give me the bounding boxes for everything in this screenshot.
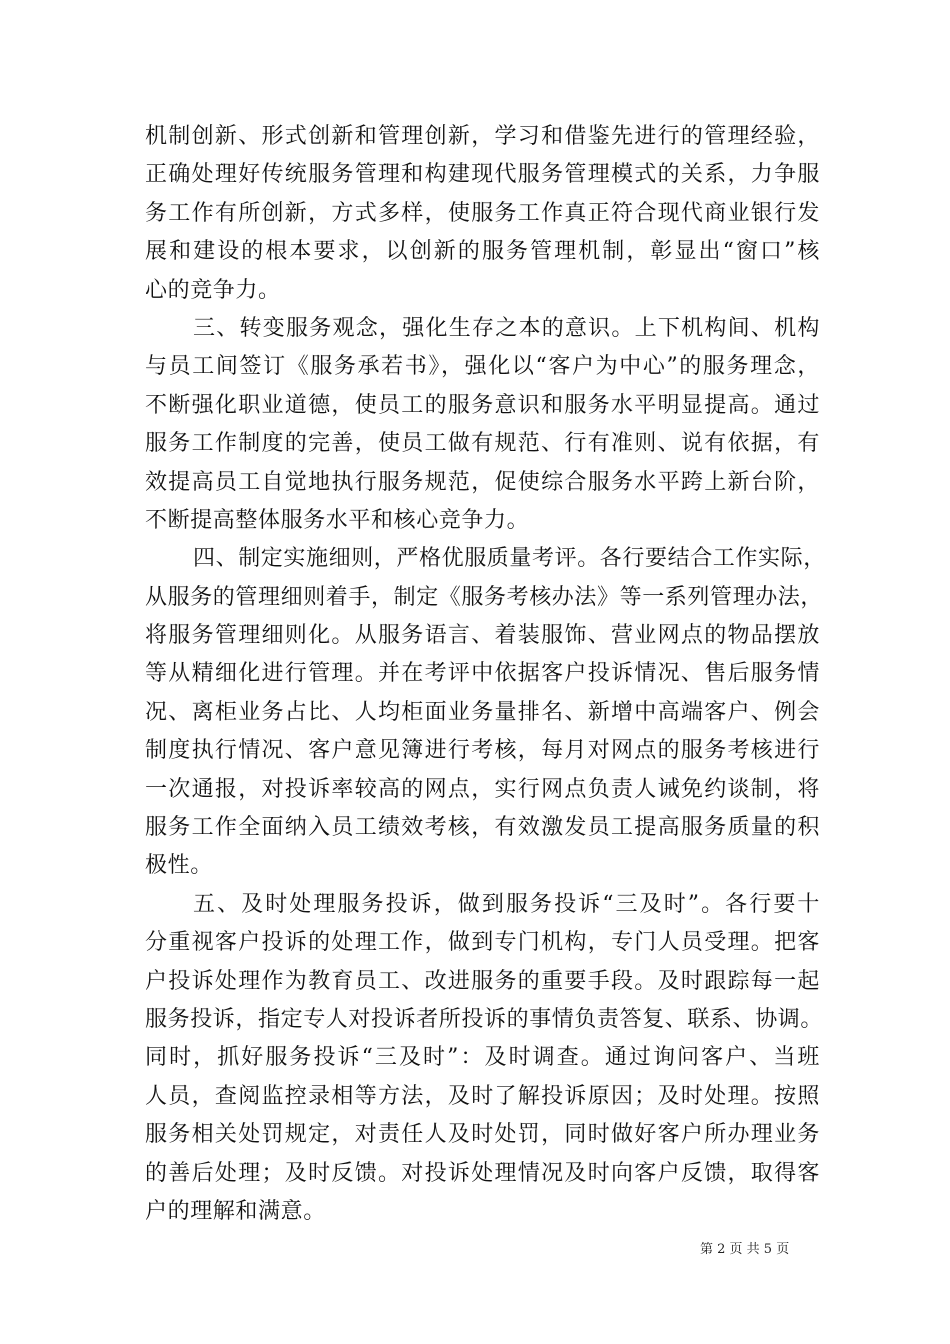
text-line: 将服务管理细则化。从服务语言、着装服饰、营业网点的物品摆放 bbox=[145, 623, 820, 649]
text-line: 一次通报，对投诉率较高的网点，实行网点负责人诫免约谈制，将 bbox=[145, 776, 820, 802]
text-line: 从服务的管理细则着手，制定《服务考核办法》等一系列管理办法， bbox=[145, 584, 824, 610]
text-line: 不断强化职业道德，使员工的服务意识和服务水平明显提高。通过 bbox=[145, 392, 820, 418]
text-line: 户的理解和满意。 bbox=[145, 1198, 326, 1224]
text-line: 等从精细化进行管理。并在考评中依据客户投诉情况、售后服务情 bbox=[145, 661, 820, 687]
text-line: 不断提高整体服务水平和核心竞争力。 bbox=[145, 507, 530, 533]
text-line: 与员工间签订《服务承若书》，强化以“客户为中心”的服务理念， bbox=[145, 354, 820, 380]
text-line: 同时，抓好服务投诉“三及时”：及时调查。通过询问客户、当班 bbox=[145, 1045, 820, 1071]
text-line: 服务工作制度的完善，使员工做有规范、行有准则、说有依据，有 bbox=[145, 431, 820, 457]
text-line: 人员，查阅监控录相等方法，及时了解投诉原因；及时处理。按照 bbox=[145, 1083, 820, 1109]
paragraph-start-line: 四、制定实施细则，严格优服质量考评。各行要结合工作实际， bbox=[193, 546, 826, 572]
text-line: 效提高员工自觉地执行服务规范，促使综合服务水平跨上新台阶， bbox=[145, 469, 820, 495]
text-line: 制度执行情况、客户意见簿进行考核，每月对网点的服务考核进行 bbox=[145, 738, 820, 764]
text-line: 服务工作全面纳入员工绩效考核，有效激发员工提高服务质量的积 bbox=[145, 815, 820, 841]
paragraph-start-line: 五、及时处理服务投诉，做到服务投诉“三及时”。各行要十 bbox=[193, 891, 820, 917]
text-line: 服务相关处罚规定，对责任人及时处罚，同时做好客户所办理业务 bbox=[145, 1122, 820, 1148]
text-line: 机制创新、形式创新和管理创新，学习和借鉴先进行的管理经验， bbox=[145, 124, 820, 149]
text-line: 正确处理好传统服务管理和构建现代服务管理模式的关系，力争服 bbox=[145, 162, 820, 188]
text-line: 极性。 bbox=[145, 853, 213, 879]
text-line: 分重视客户投诉的处理工作，做到专门机构，专门人员受理。把客 bbox=[145, 930, 820, 956]
text-line: 户投诉处理作为教育员工、改进服务的重要手段。及时跟踪每一起 bbox=[145, 968, 820, 994]
text-line: 展和建设的根本要求，以创新的服务管理机制，彰显出“窗口”核 bbox=[145, 239, 820, 265]
text-line: 务工作有所创新，方式多样，使服务工作真正符合现代商业银行发 bbox=[145, 200, 820, 226]
text-line: 的善后处理；及时反馈。对投诉处理情况及时向客户反馈，取得客 bbox=[145, 1160, 820, 1186]
text-line: 服务投诉，指定专人对投诉者所投诉的事情负责答复、联系、协调。 bbox=[145, 1006, 824, 1032]
text-line: 心的竞争力。 bbox=[145, 277, 281, 303]
body-text bbox=[145, 118, 826, 1231]
paragraph-start-line: 三、转变服务观念，强化生存之本的意识。上下机构间、机构 bbox=[193, 315, 820, 341]
text-line: 况、离柜业务占比、人均柜面业务量排名、新增中高端客户、例会 bbox=[145, 699, 820, 725]
page-number: 第 2 页 共 5 页 bbox=[700, 1242, 790, 1257]
